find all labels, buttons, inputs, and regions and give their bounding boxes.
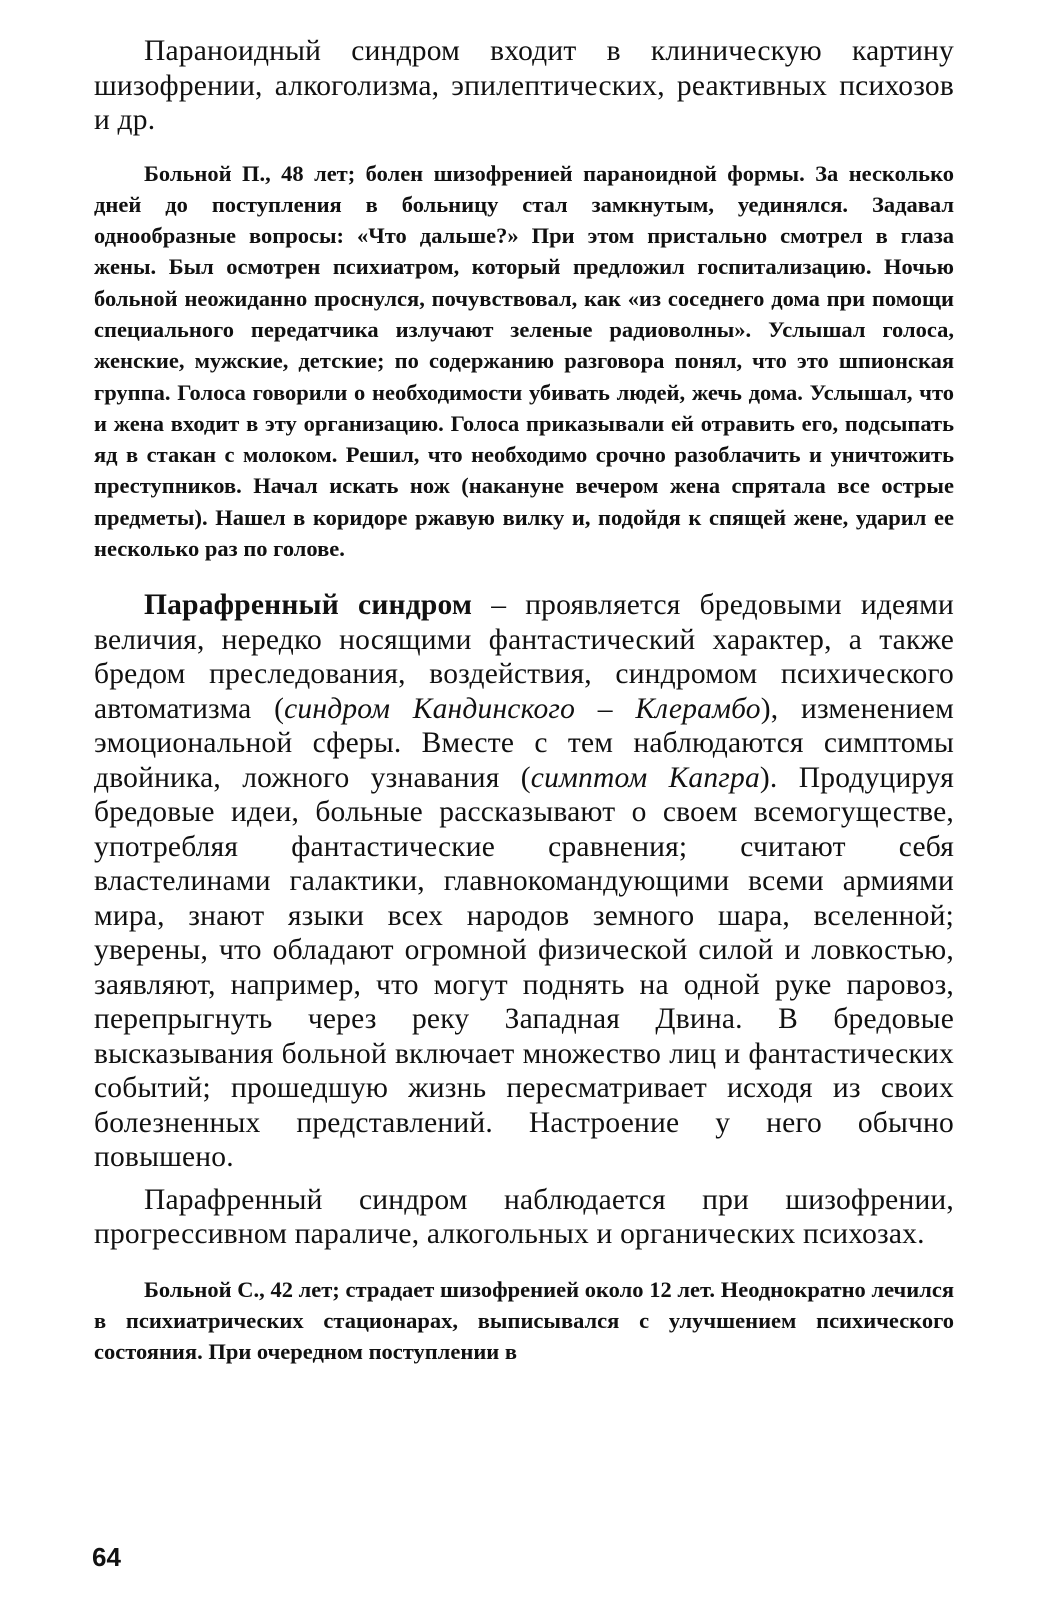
paragraph-paranoid-conditions: Параноидный синдром входит в клиническую картину шизофрении, алкоголизма, эпилептических, реактивных психозов и др. bbox=[94, 35, 954, 136]
paragraph-paraphrenic-conditions: Парафренный синдром наблюдается при шизофрении, прогрессивном параличе, алкогольных и органических психозах. bbox=[94, 1183, 954, 1251]
paragraph-paraphrenic-definition bbox=[94, 588, 954, 1175]
page-number: 64 bbox=[92, 1542, 121, 1572]
spacer bbox=[94, 138, 954, 158]
italic-kandinsky-clerambault: синдром Кандинского – Клерамбо bbox=[284, 692, 761, 725]
spacer bbox=[94, 1252, 954, 1274]
spacer bbox=[94, 1175, 954, 1183]
paraphrenic-text-part3: ). Продуцируя бредовые идеи, больные рассказывают о своем всемогуществе, употребляя фантастические сравнения; считают себя властелинами галактики, главнокомандующими всеми армиями мира, знают языки всех народов земного шара, вселенной; уверены, что обладают огромной физической силой и ловкостью, заявляют, например, что могут поднять на одной руке паровоз, перепрыгнуть через реку Западная Двина. В бредовые высказывания больной включает множество лиц и фантастических событий; прошедшую жизнь пересматривает исходя из своих болезненных представлений. Настроение у него обычно повышено. bbox=[94, 761, 954, 1174]
spacer bbox=[94, 564, 954, 588]
case-study-patient-p: Больной П., 48 лет; болен шизофренией параноидной формы. За несколько дней до поступления в больницу стал замкнутым, уединялся. Задавал однообразные вопросы: «Что дальше?» При этом пристально смотрел в глаза жены. Был осмотрен психиатром, который предложил госпитализацию. Ночью больной неожиданно проснулся, почувствовал, как «из соседнего дома при помощи специального передатчика излучают зеленые радиоволны». Услышал голоса, женские, мужские, детские; по содержанию разговора понял, что это шпионская группа. Голоса говорили о необходимости убивать людей, жечь дома. Услышал, что и жена входит в эту организацию. Голоса приказывали ей отравить его, подсыпать яд в стакан с молоком. Решил, что необходимо срочно разоблачить и уничтожить преступников. Начал искать нож (накануне вечером жена спрятала все острые предметы). Нашел в коридоре ржавую вилку и, подойдя к спящей жене, ударил ее несколько раз по голове. bbox=[94, 160, 954, 562]
italic-capgras-symptom: симптом Капгра bbox=[530, 761, 760, 794]
paraphrenic-text-part1: – проявляется бредовыми идеями величия, нередко носящими фантастический характер, а также бредом преследования, воздействия, синдромом психического автоматизма ( bbox=[94, 589, 954, 725]
page-content bbox=[94, 34, 954, 1368]
term-paraphrenic-syndrome: Парафренный синдром bbox=[144, 589, 473, 622]
paraphrenic-text-part2: ), изменением эмоциональной сферы. Вместе с тем наблюдаются симптомы двойника, ложного узнавания ( bbox=[94, 692, 954, 794]
case-study-patient-s: Больной С., 42 лет; страдает шизофренией около 12 лет. Неоднократно лечился в психиатрических стационарах, выписывался с улучшением психического состояния. При очередном поступлении в bbox=[94, 1276, 954, 1365]
